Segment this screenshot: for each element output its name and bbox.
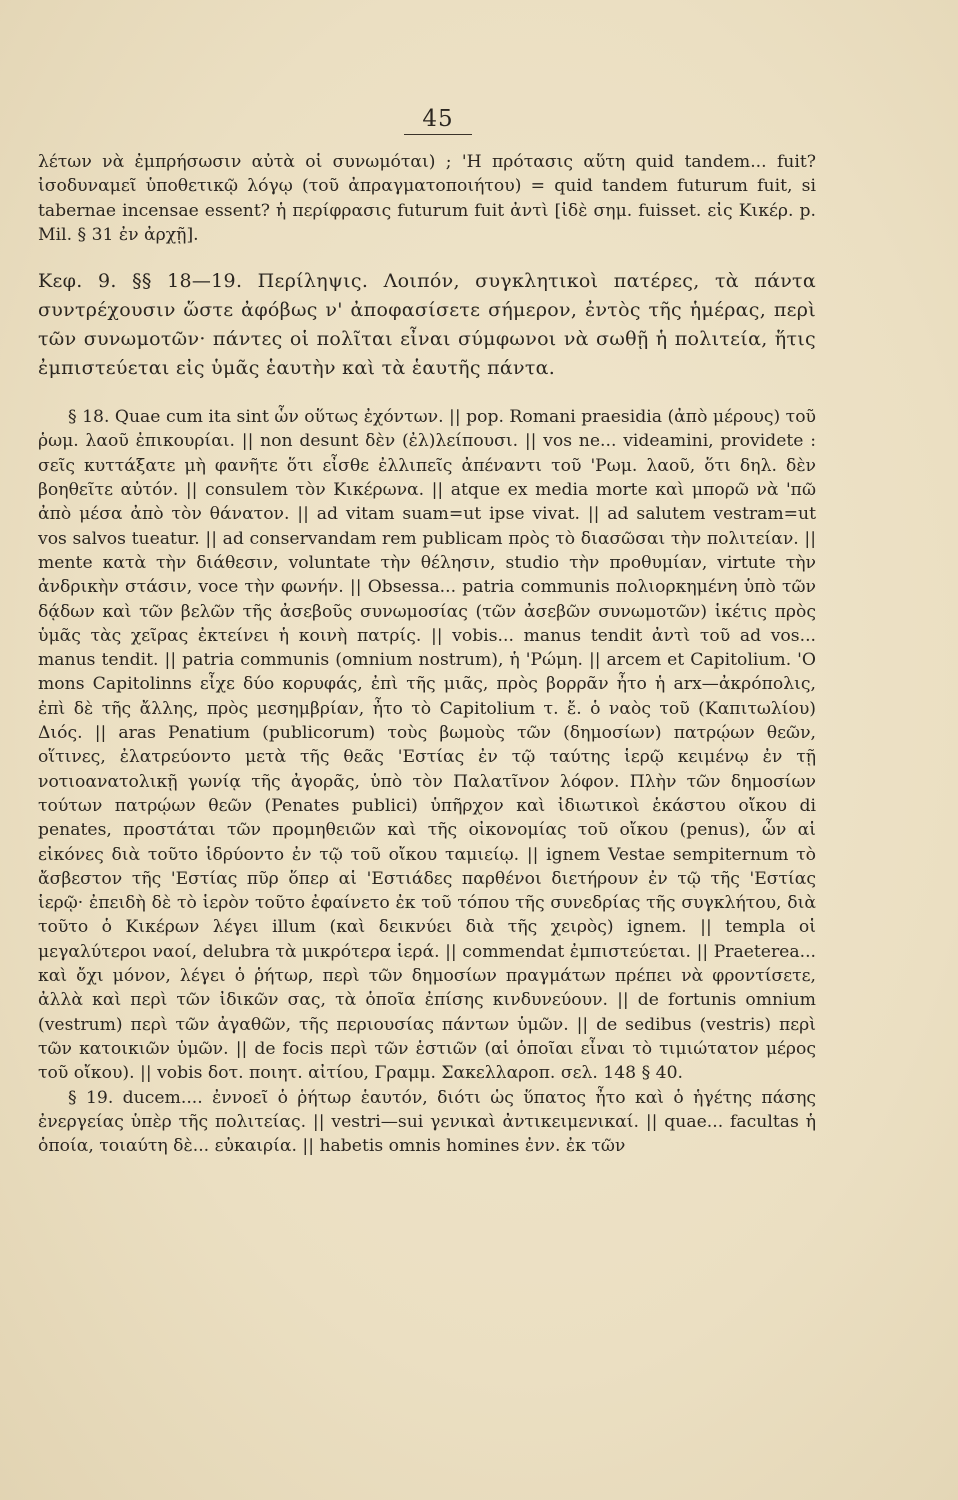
paragraph-intro-note: λέτων νὰ ἐμπρήσωσιν αὐτὰ οἱ συνωμόται) ; 'Η πρότασις αὕτη quid tandem... fuit? ἰσοδυναμεῖ ὑποθετικῷ λόγῳ (τοῦ ἀπραγματοποιήτου) = quid tandem futurum fuit, si tabernae incensae essent? ἡ περίφρασις futurum fuit ἀντὶ [ἰδὲ σημ. fuisset. εἰς Κικέρ. p. Mil. § 31 ἐν ἀρχῇ]. <box>38 152 816 245</box>
body-text <box>38 150 816 1158</box>
paragraph-section-19: § 19. ducem.... ἐννοεῖ ὁ ῥήτωρ ἑαυτόν, διότι ὡς ὕπατος ἦτο καὶ ὁ ἡγέτης πάσης ἐνεργείας ὑπὲρ τῆς πολιτείας. || vestri—sui γενικαὶ ἀντικειμενικαί. || quae... facultas ἡ ὁποία, τοιαύτη δὲ... εὐκαιρία. || habetis omnis homines ἐνν. ἐκ τῶν <box>38 1087 816 1157</box>
paragraph-section-18: § 18. Quae cum ita sint ὧν οὕτως ἐχόντων. || pop. Romani praesidia (ἀπὸ μέρους) τοῦ ῥωμ. λαοῦ ἐπικουρίαι. || non desunt δὲν (ἐλ)λείπουσι. || vos ne... videamini, providete : σεῖς κυττάξατε μὴ φανῆτε ὅτι εἶσθε ἐλλιπεῖς ἀπέναντι τοῦ 'Ρωμ. λαοῦ, ὅτι δηλ. δὲν βοηθεῖτε αὐτόν. || consulem τὸν Κικέρωνα. || atque ex media morte καὶ μπορῶ νὰ 'πῶ ἀπὸ μέσα ἀπὸ τὸν θάνατον. || ad vitam suam=ut ipse vivat. || ad salutem vestram=ut vos salvos tueatur. || ad conservandam rem publicam πρὸς τὸ διασῶσαι τὴν πολιτείαν. || mente κατὰ τὴν διάθεσιν, voluntate τὴν θέλησιν, studio τὴν προθυμίαν, virtute τὴν ἀνδρικὴν στάσιν, voce τὴν φωνήν. || Obsessa... patria communis πολιορκημένη ὑπὸ τῶν δᾴδων καὶ τῶν βελῶν τῆς ἀσεβοῦς συνωμοσίας (τῶν ἀσεβῶν συνωμοτῶν) ἱκέτις πρὸς ὑμᾶς τὰς χεῖρας ἐκτείνει ἡ κοινὴ πατρίς. || vobis... manus tendit ἀντὶ τοῦ ad vos... manus tendit. || patria communis (omnium nostrum), ἡ 'Ρώμη. || arcem et Capitolium. 'Ο mons Capitolinns εἶχε δύο κορυφάς, ἐπὶ τῆς μιᾶς, πρὸς βορρᾶν ἦτο ἡ arx—ἀκρόπολις, ἐπὶ δὲ τῆς ἄλλης, πρὸς μεσημβρίαν, ἦτο τὸ Capitolium τ. ἔ. ὁ ναὸς τοῦ (Καπιτωλίου) Διός. || aras Penatium (publicorum) τοὺς βωμοὺς τῶν (δημοσίων) πατρῴων θεῶν, οἵτινες, ἐλατρεύοντο μετὰ τῆς θεᾶς 'Εστίας ἐν τῷ ταύτης ἱερῷ κειμένῳ ἐν τῇ νοτιοανατολικῇ γωνίᾳ τῆς ἀγορᾶς, ὑπὸ τὸν Παλατῖνον λόφον. Πλὴν τῶν δημοσίων τούτων πατρῴων θεῶν (Penates publici) ὑπῆρχον καὶ ἰδιωτικοὶ ἑκάστου οἴκου di penates, προστάται τῶν προμηθειῶν καὶ τῆς οἰκονομίας τοῦ οἴκου (penus), ὧν αἱ εἰκόνες διὰ τοῦτο ἱδρύοντο ἐν τῷ τοῦ οἴκου ταμιείῳ. || ignem Vestae sempiternum τὸ ἄσβεστον τῆς 'Εστίας πῦρ ὅπερ αἱ 'Εστιάδες παρθένοι διετήρουν ἐν τῷ τῆς 'Εστίας ἱερῷ· ἐπειδὴ δὲ τὸ ἱερὸν τοῦτο ἐφαίνετο ἐκ τοῦ τόπου τῆς συνεδρίας τῆς συγκλήτου, διὰ τοῦτο ὁ Κικέρων λέγει illum (καὶ δεικνύει διὰ τῆς χειρὸς) ignem. || templa οἱ μεγαλύτεροι ναοί, delubra τὰ μικρότερα ἱερά. || commendat ἐμπιστεύεται. || Praeterea... καὶ ὄχι μόνον, λέγει ὁ ῥήτωρ, περὶ τῶν δημοσίων πραγμάτων πρέπει νὰ φροντίσετε, ἀλλὰ καὶ περὶ τῶν ἰδικῶν σας, τὰ ὁποῖα ἐπίσης κινδυνεύουν. || de fortunis omnium (vestrum) περὶ τῶν ἀγαθῶν, τῆς περιουσίας πάντων ὑμῶν. || de sedibus (vestris) περὶ τῶν κατοικιῶν ὑμῶν. || de focis περὶ τῶν ἑστιῶν (αἱ ὁποῖαι εἶναι τὸ τιμιώτατον μέρος τοῦ οἴκου). || vobis δοτ. ποιητ. αἰτίου, Γραμμ. Σακελλαροπ. σελ. 148 § 40. <box>38 407 816 1084</box>
page-number: 45 <box>404 106 472 135</box>
paragraph-chapter-summary: Κεφ. 9. §§ 18—19. Περίληψις. Λοιπόν, συγκλητικοὶ πατέρες, τὰ πάντα συντρέχουσιν ὥστε ἀφόβως ν' ἀποφασίσετε σήμερον, ἐντὸς τῆς ἡμέρας, περὶ τῶν συνωμοτῶν· πάντες οἱ πολῖται εἶναι σύμφωνοι νὰ σωθῇ ἡ πολιτεία, ἥτις ἐμπιστεύεται εἰς ὑμᾶς ἑαυτὴν καὶ τὰ ἑαυτῆς πάντα. <box>38 270 816 380</box>
